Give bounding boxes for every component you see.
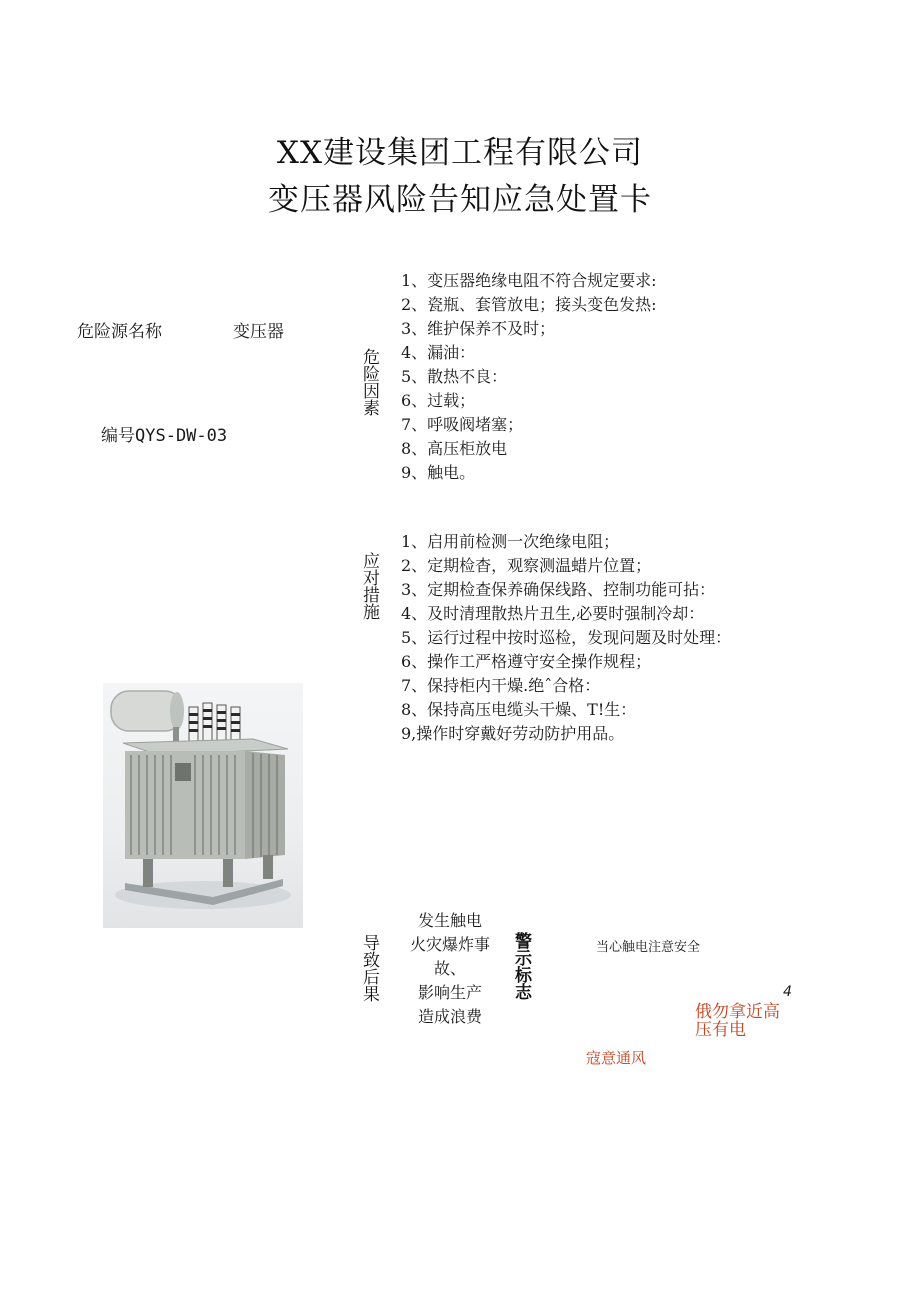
measures-label: 应对措施 <box>359 552 379 620</box>
transformer-illustration <box>103 683 303 928</box>
measure-item: 7、保持柜内干燥.绝ˆ合格： <box>401 676 601 695</box>
consequences-text <box>398 909 502 1029</box>
hazard-factor-item: 7、呼吸阀堵塞； <box>401 415 524 434</box>
consequence-line: 影响生产 <box>417 983 482 1002</box>
warning-sign-high-voltage-line: 压有电 <box>695 1020 746 1040</box>
measure-item: 4、及时清理散热片丑生,必要时强制冷却： <box>401 604 705 623</box>
consequence-line: 发生触电 <box>417 911 482 930</box>
hazard-factor-item: 9、触电。 <box>401 463 476 482</box>
hazard-source-name-label: 危险源名称 <box>77 322 162 342</box>
warning-sign-ventilation: 寇意通风 <box>586 1049 647 1067</box>
measure-item: 8、保持高压电缆头干燥、T!生： <box>401 700 637 719</box>
hazard-code-label: 编号 <box>101 426 135 446</box>
hazard-factor-item: 3、维护保养不及时； <box>401 319 556 338</box>
warning-sign-high-voltage <box>695 1003 780 1039</box>
warning-sign-electric-shock: 当心触电注意安全 <box>596 940 701 955</box>
transformer-photo <box>103 683 303 928</box>
measures-list <box>401 530 731 746</box>
warning-sign-high-voltage-line: 俄勿拿近高 <box>695 1002 780 1022</box>
consequence-line: 造成浪费 <box>417 1007 482 1026</box>
hazard-factor-item: 4、漏油： <box>401 343 476 362</box>
card-title: 变压器风险告知应急处置卡 <box>268 182 652 218</box>
measure-item: 1、启用前检测一次绝缘电阻； <box>401 532 620 551</box>
measure-item: 3、定期检查保养确保线路、控制功能可拈： <box>401 580 716 599</box>
hazard-code-value: QYS-DW-03 <box>135 426 228 446</box>
hazard-factor-item: 8、高压柜放电 <box>401 439 508 458</box>
hazard-factor-item: 2、瓷瓶、套管放电；接头变色发热: <box>401 295 657 314</box>
consequence-line: 故、 <box>433 959 466 978</box>
hazard-factor-item: 5、散热不良： <box>401 367 508 386</box>
hazard-code <box>101 421 227 446</box>
hazard-source-name-value: 变压器 <box>233 322 284 342</box>
measure-item: 2、定期检杳，观察测温蜡片位置； <box>401 556 652 575</box>
warning-signs-label: 警示标志 <box>511 932 531 1000</box>
hazard-factor-item: 6、过载； <box>401 391 476 410</box>
company-title: XX建设集团工程有限公司 <box>276 135 644 171</box>
measure-item: 6、操作工严格遵守安全操作规程； <box>401 652 652 671</box>
page-mark: 4 <box>783 984 792 1000</box>
hazard-factor-item: 1、变压器绝缘电阻不符合规定要求: <box>401 271 657 290</box>
consequence-line: 火灾爆炸事 <box>409 935 490 954</box>
consequences-label: 导致后果 <box>359 934 379 1002</box>
hazard-factors-list <box>401 269 657 485</box>
measure-item: 9,操作时穿戴好劳动防护用品。 <box>401 724 625 743</box>
measure-item: 5、运行过程中按时巡检，发现问题及时处理： <box>401 628 732 647</box>
hazard-factors-label: 危险因素 <box>359 348 379 416</box>
